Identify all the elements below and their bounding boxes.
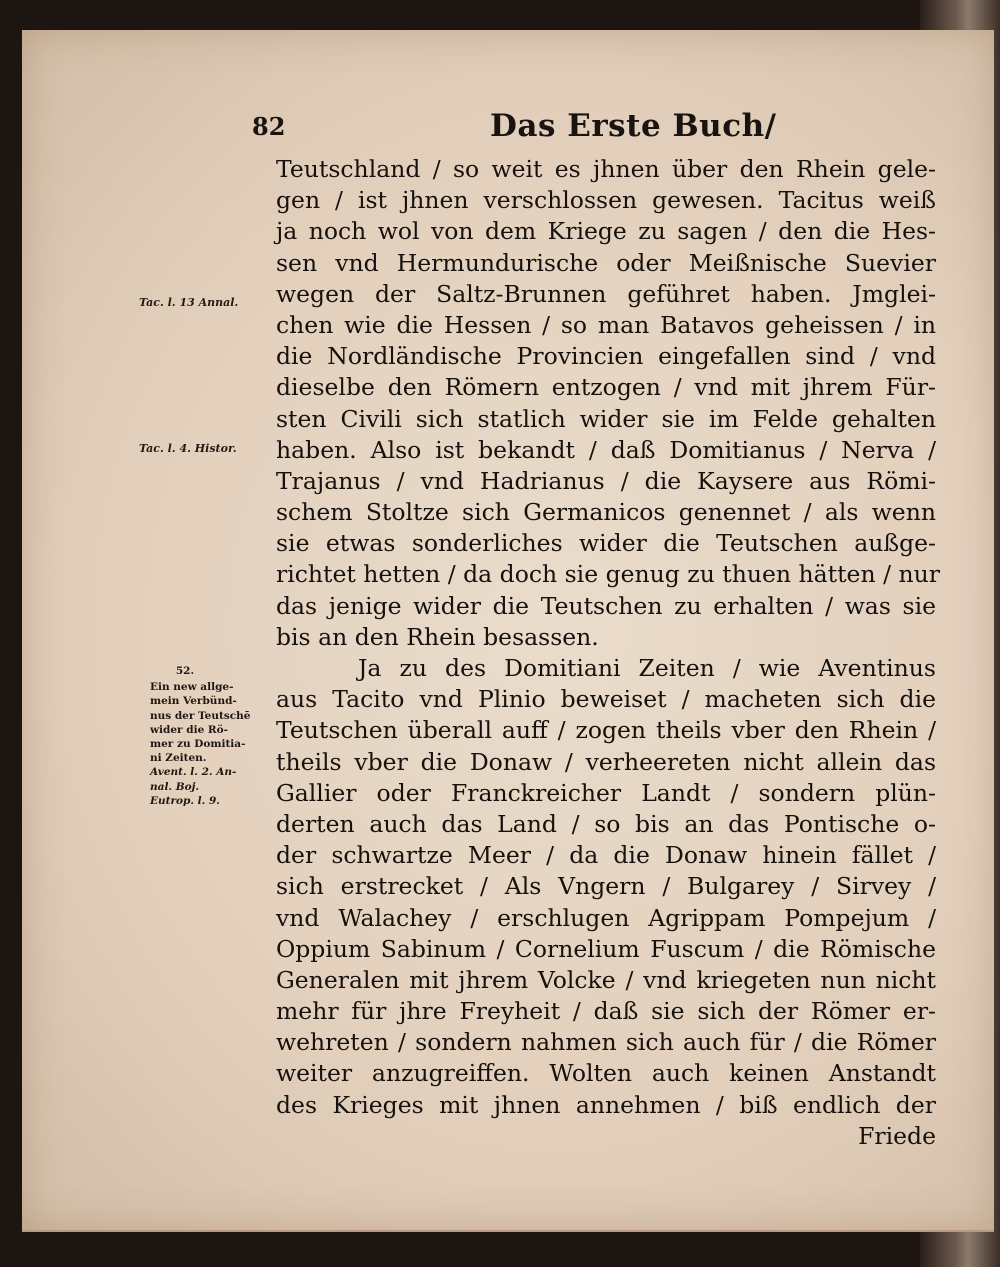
text-line: ja noch wol von dem Kriege zu sagen / den die Hes- bbox=[276, 217, 936, 246]
text-line: sten Civili sich statlich wider sie im Felde gehalten bbox=[276, 404, 936, 433]
text-line: schem Stoltze sich Germanicos genennet / als wenn bbox=[276, 498, 936, 527]
side-note-line: Ein new allge- bbox=[150, 681, 234, 694]
text-line: Teutschland / so weit es jhnen über den Rhein gele- bbox=[276, 155, 936, 183]
text-line: Trajanus / vnd Hadrianus / die Kaysere aus Römi- bbox=[276, 466, 936, 495]
side-note-line: nus der Teutschē bbox=[150, 709, 251, 722]
catchword: Friede bbox=[858, 1121, 936, 1150]
margin-reference: Tac. l. 4. Histor. bbox=[139, 442, 237, 455]
side-note-line: ni Zeiten. bbox=[150, 752, 207, 765]
book-page bbox=[22, 30, 994, 1230]
text-line: weiter anzugreiffen. Wolten auch keinen Anstandt bbox=[276, 1059, 936, 1088]
page-header bbox=[22, 108, 994, 148]
text-line: sie etwas sonderliches wider die Teutschen außge- bbox=[276, 529, 936, 558]
side-note-source: Avent. l. 2. An- bbox=[150, 766, 237, 779]
text-line: das jenige wider die Teutschen zu erhalten / was sie bbox=[276, 591, 936, 620]
text-line: wegen der Saltz-Brunnen geführet haben. Jmglei- bbox=[276, 279, 936, 308]
text-line: chen wie die Hessen / so man Batavos geheissen / in bbox=[276, 310, 936, 339]
text-line: mehr für jhre Freyheit / daß sie sich der Römer er- bbox=[276, 997, 936, 1026]
text-line: derten auch das Land / so bis an das Pontische o- bbox=[276, 809, 936, 838]
section-number: 52. bbox=[175, 665, 195, 677]
side-note-line: mein Verbünd- bbox=[150, 695, 237, 708]
text-line: richtet hetten / da doch sie genug zu thuen hätten / nur bbox=[276, 560, 940, 589]
margin-reference: Tac. l. 13 Annal. bbox=[139, 296, 239, 309]
text-line: sich erstrecket / Als Vngern / Bulgarey / Sirvey / bbox=[276, 872, 936, 901]
side-note-source: nal. Boj. bbox=[150, 780, 200, 793]
text-line: des Krieges mit jhnen annehmen / biß endlich der bbox=[276, 1090, 936, 1119]
text-line: bis an den Rhein besassen. bbox=[276, 622, 599, 651]
text-line: Generalen mit jhrem Volcke / vnd kriegeten nun nicht bbox=[276, 965, 936, 994]
body-text bbox=[276, 154, 940, 1152]
text-line: die Nordländische Provincien eingefallen sind / vnd bbox=[276, 342, 936, 371]
text-line: aus Tacito vnd Plinio beweiset / macheten sich die bbox=[276, 685, 936, 714]
text-line: dieselbe den Römern entzogen / vnd mit jhrem Für- bbox=[276, 373, 936, 402]
text-line: der schwartze Meer / da die Donaw hinein fället / bbox=[276, 841, 936, 870]
side-note-line: mer zu Domitia- bbox=[150, 738, 246, 751]
text-line: Gallier oder Franckreicher Landt / sondern plün- bbox=[276, 778, 936, 807]
text-line: gen / ist jhnen verschlossen gewesen. Tacitus weiß bbox=[276, 186, 936, 215]
text-line: vnd Walachey / erschlugen Agrippam Pompejum / bbox=[276, 903, 936, 932]
side-note-source: Eutrop. l. 9. bbox=[150, 794, 220, 807]
side-note bbox=[150, 664, 284, 808]
text-line: wehreten / sondern nahmen sich auch für / die Römer bbox=[276, 1028, 936, 1057]
text-line: haben. Also ist bekandt / daß Domitianus / Nerva / bbox=[276, 435, 936, 464]
text-line: Oppium Sabinum / Cornelium Fuscum / die Römische bbox=[276, 934, 936, 963]
text-line: Teutschen überall auff / zogen theils vber den Rhein / bbox=[276, 716, 936, 745]
text-line: sen vnd Hermundurische oder Meißnische Suevier bbox=[276, 248, 936, 277]
page-number: 82 bbox=[252, 112, 286, 141]
running-head: Das Erste Buch/ bbox=[490, 108, 777, 144]
side-note-line: wider die Rö- bbox=[150, 723, 228, 736]
text-line: Ja zu des Domitiani Zeiten / wie Aventinus bbox=[358, 654, 936, 682]
text-line: theils vber die Donaw / verheereten nicht allein das bbox=[276, 747, 936, 776]
